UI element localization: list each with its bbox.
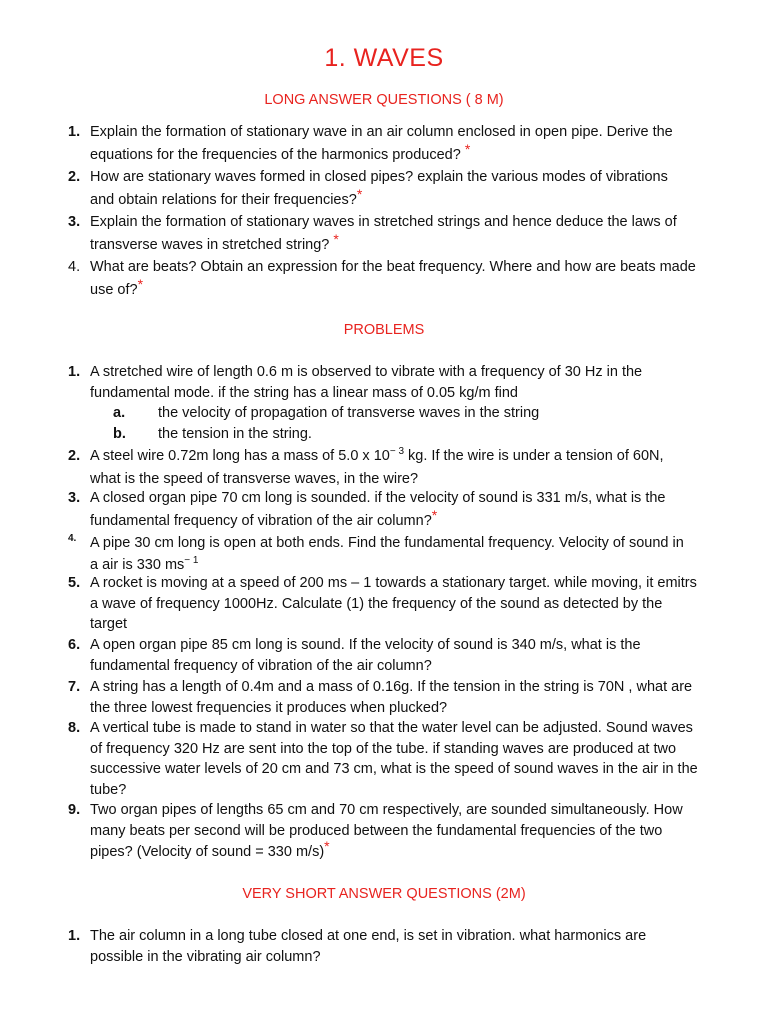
- long-question-2: [68, 166, 728, 211]
- question-number: 4.: [68, 259, 81, 275]
- question-text-line: fundamental frequency of vibration of the air column?: [90, 513, 432, 529]
- problem-1: [68, 362, 728, 403]
- page-title: 1. WAVES: [324, 44, 444, 72]
- question-text-line: transverse waves in stretched string?: [90, 237, 334, 253]
- important-star-icon: *: [356, 186, 363, 202]
- question-text-line: fundamental mode. if the string has a linear mass of 0.05 kg/m find: [90, 384, 518, 401]
- important-star-icon: *: [431, 507, 438, 523]
- question-text-line: The air column in a long tube closed at one end, is set in vibration. what harmonics are: [90, 928, 647, 944]
- question-text-line: A pipe 30 cm long is open at both ends. Find the fundamental frequency. Velocity of sound in: [90, 535, 684, 551]
- question-text-line: the three lowest frequencies it produces when plucked?: [90, 699, 448, 716]
- question-text-line: Two organ pipes of lengths 65 cm and 70 cm respectively, are sounded simultaneously. How: [90, 802, 683, 818]
- section-heading-long-answer: LONG ANSWER QUESTIONS ( 8 M): [264, 92, 504, 108]
- problem-5: [68, 573, 728, 635]
- problem-4: [68, 532, 728, 578]
- question-number: 1.: [68, 124, 81, 140]
- problem-1-sub-a: [113, 403, 539, 424]
- question-text-line: How are stationary waves formed in closed pipes? explain the various modes of vibrations: [90, 169, 668, 185]
- problem-7: [68, 677, 728, 718]
- question-text-line: Explain the formation of stationary waves in stretched strings and hence deduce the laws of: [90, 214, 677, 230]
- question-text-line: What are beats? Obtain an expression for the beat frequency. Where and how are beats made: [90, 259, 696, 275]
- question-text-line: a air is 330 ms: [90, 557, 185, 573]
- question-number: 4.: [68, 533, 77, 544]
- question-text-line: A steel wire 0.72m long has a mass of 5.0 x 10: [90, 448, 390, 464]
- important-star-icon: *: [137, 276, 144, 292]
- sub-item-text: the velocity of propagation of transverse waves in the string: [158, 405, 540, 421]
- question-text-line: successive water levels of 20 cm and 73 cm, what is the speed of sound waves in the air in the: [90, 761, 698, 777]
- question-text-line: of frequency 320 Hz are sent into the top of the tube. if standing waves are produced at two: [90, 740, 677, 757]
- problem-1-sub-b: [113, 424, 312, 445]
- question-text-line: A string has a length of 0.4m and a mass of 0.16g. If the tension in the string is 70N , what are: [90, 679, 693, 695]
- section-heading-problems: PROBLEMS: [343, 322, 425, 338]
- question-text-line: A open organ pipe 85 cm long is sound. If the velocity of sound is 340 m/s, what is the: [90, 637, 641, 653]
- question-text-line: use of?: [90, 282, 138, 298]
- question-text-line: and obtain relations for their frequencies?: [90, 192, 357, 208]
- question-number: 2.: [68, 169, 81, 185]
- question-text-line: A rocket is moving at a speed of 200 ms – 1 towards a stationary target. while moving, it emitrs: [90, 575, 697, 591]
- problem-6: [68, 635, 728, 676]
- sub-item-letter: a.: [113, 405, 126, 421]
- important-star-icon: *: [324, 838, 330, 854]
- question-text-line: fundamental frequency of vibration of the air column?: [90, 657, 432, 674]
- question-text-line: Explain the formation of stationary wave in an air column enclosed in open pipe. Derive the: [90, 124, 673, 140]
- question-text-line: A stretched wire of length 0.6 m is observed to vibrate with a frequency of 30 Hz in the: [90, 364, 643, 380]
- problem-2: [68, 446, 728, 489]
- long-question-1: [68, 121, 728, 166]
- problem-3: [68, 487, 728, 532]
- sub-item-text: the tension in the string.: [158, 426, 312, 442]
- question-text-line: possible in the vibrating air column?: [90, 948, 321, 965]
- question-text-line: tube?: [90, 781, 127, 798]
- question-number: 3.: [68, 214, 81, 230]
- section-heading-very-short: VERY SHORT ANSWER QUESTIONS (2M): [242, 886, 526, 902]
- question-number: 7.: [68, 679, 81, 695]
- question-text-line: many beats per second will be produced between the fundamental frequencies of the two: [90, 822, 663, 839]
- question-number: 6.: [68, 637, 81, 653]
- long-question-4: [68, 256, 728, 301]
- question-number: 5.: [68, 575, 81, 591]
- important-star-icon: *: [333, 231, 339, 247]
- question-number: 3.: [68, 490, 81, 506]
- question-text-line: equations for the frequencies of the harmonics produced?: [90, 147, 465, 163]
- question-text-line: kg. If the wire is under a tension of 60N,: [404, 448, 664, 464]
- important-star-icon: *: [464, 141, 471, 157]
- problem-8: [68, 718, 728, 800]
- question-text-line: a wave of frequency 1000Hz. Calculate (1) the frequency of the sound as detected by the: [90, 595, 663, 612]
- question-text-line: A vertical tube is made to stand in water so that the water level can be adjusted. Sound waves: [90, 720, 693, 736]
- question-number: 2.: [68, 448, 81, 464]
- problem-9: [68, 800, 728, 863]
- question-number: 1.: [68, 364, 81, 380]
- question-text-line: target: [90, 616, 128, 632]
- question-number: 9.: [68, 802, 81, 818]
- superscript-exponent: − 3: [389, 446, 405, 457]
- superscript-exponent: − 1: [184, 555, 199, 566]
- question-number: 8.: [68, 720, 81, 736]
- question-text-line: what is the speed of transverse waves, in the wire?: [90, 470, 419, 487]
- question-text-line: pipes? (Velocity of sound = 330 m/s): [90, 844, 325, 860]
- short-question-1: [68, 926, 728, 967]
- question-number: 1.: [68, 928, 81, 944]
- long-question-3: [68, 211, 728, 256]
- question-text-line: A closed organ pipe 70 cm long is sounded. if the velocity of sound is 331 m/s, what is the: [90, 490, 666, 506]
- sub-item-letter: b.: [113, 426, 126, 442]
